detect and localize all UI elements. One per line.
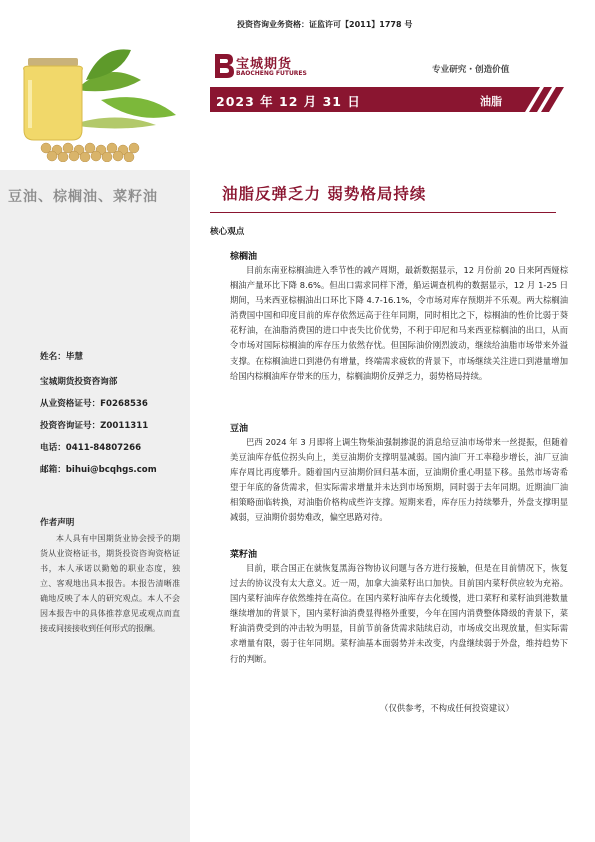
- key-views-heading: 核心观点: [210, 227, 245, 237]
- analyst-phone: 电话：0411-84807266: [40, 443, 142, 453]
- company-slogan: 专业研究・创造价值: [432, 65, 510, 75]
- title-divider: [210, 212, 556, 213]
- section-text-soybean-oil: 巴西 2024 年 3 月即将上调生物柴油强制掺混的消息给豆油市场带来一丝提振，但随着美豆油库存低位拐头向上，美豆油期价支撑明显减弱。国内油厂开工率稳步增长，油厂豆油库存周比再度攀升。随着国内豆油期价回归基本面，豆油期价重心明显下移。虽然市场寄希望于年底的备货需求，但实际需求增量并未达到市场预期，同时弱于去年同期。近期油厂油相策略面临转换，对油脂价格构成些许支撑。短期来看，库存压力持续攀升，外盘支撑明显减弱，豆油期价弱势难改，偏空思路对待。: [230, 437, 568, 523]
- soybean-oil-photo: [6, 40, 184, 162]
- page-title: 油脂反弹乏力 弱势格局持续: [222, 185, 427, 203]
- section-title-rapeseed-oil: 菜籽油: [230, 550, 258, 560]
- analyst-cert: 从业资格证号：F0268536: [40, 399, 148, 409]
- analyst-consult-cert: 投资咨询证号：Z0011311: [40, 421, 149, 431]
- author-statement: 本人具有中国期货业协会授予的期货从业资格证书，期货投资咨询资格证书，本人承诺以勤勉的职业态度，独立、客观地出具本报告。本报告清晰准确地反映了本人的研究观点。本人不会因本报告中的具体推荐意见或观点而直接或间接接收到任何形式的报酬。: [40, 534, 180, 633]
- report-category: 豆油、棕榈油、菜籽油: [8, 189, 158, 205]
- section-text-palm-oil: 目前东南亚棕榈油进入季节性的减产周期，最新数据显示，12 月份前 20 日来阿西娅棕榈油产量环比下降 8.6%。但出口需求同样下滑，船运调查机构的数据显示，12 月 1-25 日期间，马来西亚棕榈油出口环比下降 4.7-16.1%，令市场对库存预期并不乐观。两大棕榈油消费国中国和印度目前的库存依然远高于往年同期，同时相比之下，棕榈油的性价比弱于葵花籽油，在油脂消费国的进口中丧失比价优势，不利于印尼和马来西亚棕榈油的出口，从而令市场对国际棕榈油的库存压力依然存忧。但国际油价刚烈波动，继续给油脂市场带来外溢支撑。在棕榈油进口到港仍有增量，终端需求疲软的背景下，市场继续关注进口到港量增加给国内棕榈油库存带来的压力，棕榈油期价反弹乏力，弱势格局持续。: [230, 265, 568, 381]
- author-statement-title: 作者声明: [40, 518, 75, 528]
- analyst-company: 宝城期货投资咨询部: [40, 377, 118, 387]
- license-line: 投资咨询业务资格：证监许可【2011】1778 号: [237, 20, 413, 29]
- company-logo-text: 宝城期货: [236, 57, 293, 72]
- section-text-rapeseed-oil: 目前，联合国正在就恢复黑海谷物协议问题与各方进行接触，但是在目前情况下，恢复过去的协议没有太大意义。近一周，加拿大油菜籽出口加快。目前国内菜籽供应较为充裕。国内菜籽油库存依然维持在高位。在国内菜籽油库存去化缓慢，进口菜籽和菜籽油到港数量继续增加的背景下，国内菜籽油消费显得格外重要，今年在国内消费整体降级的背景下，菜籽油消费受到的冲击较为明显，目前节前备货需求陆续启动，市场成交出现放量，但实际需求增量有限，弱于往年同期。菜籽油基本面弱势并未改变，内盘继续弱于外盘，维持趋势下行的判断。: [230, 563, 568, 664]
- analyst-name: 姓名：毕慧: [40, 352, 83, 362]
- section-title-palm-oil: 棕榈油: [230, 252, 258, 262]
- company-logo-english: BAOCHENG FUTURES: [236, 70, 307, 77]
- disclaimer: （仅供参考，不构成任何投资建议）: [380, 703, 514, 713]
- report-sector: 油脂: [480, 95, 502, 108]
- section-title-soybean-oil: 豆油: [230, 424, 249, 434]
- company-logo-icon: [212, 52, 234, 80]
- analyst-email[interactable]: 邮箱：bihui@bcqhgs.com: [40, 465, 157, 475]
- report-date: 2023 年 12 月 31 日: [216, 94, 361, 109]
